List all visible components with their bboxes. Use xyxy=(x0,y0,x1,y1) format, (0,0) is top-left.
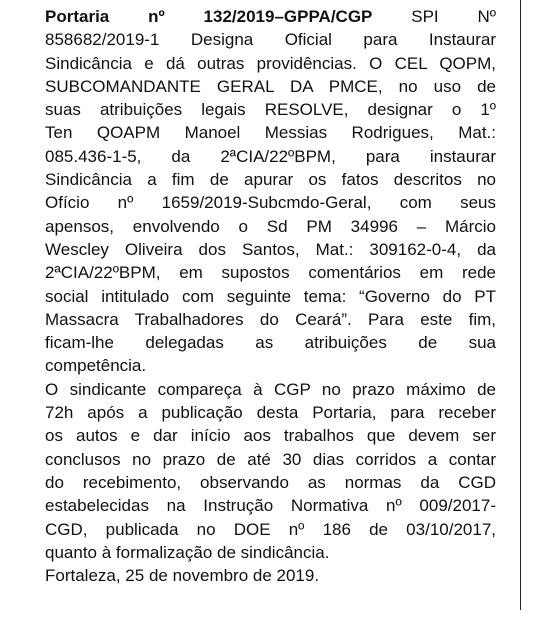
text-line: 085.436-1-5, da 2ªCIA/22ºBPM, para instaurar xyxy=(45,146,496,166)
text-line: Ten QOAPM Manoel Messias Rodrigues, Mat.: xyxy=(45,123,496,143)
text-line: Wescley Oliveira dos Santos, Mat.: 309162-0-4, da xyxy=(45,239,496,259)
text-line: do recebimento, observando as normas da CGD xyxy=(45,472,496,492)
text-line: 858682/2019-1 Designa Oficial para Instaurar xyxy=(45,30,496,50)
closing-line: Fortaleza, 25 de novembro de 2019. xyxy=(45,566,320,586)
text-line: Sindicância a fim de apurar os fatos descritos no xyxy=(45,170,496,190)
text-line: social intitulado com seguinte tema: “Governo do PT xyxy=(45,286,496,306)
text-line: os autos e dar início aos trabalhos que devem ser xyxy=(45,426,496,446)
text-line: CGD, publicada no DOE nº 186 de 03/10/2017, xyxy=(45,519,496,539)
text-line-tail: SPI Nº xyxy=(372,7,496,26)
text-line: ficam-lhe delegadas as atribuições de sua xyxy=(45,333,496,353)
portaria-paragraph-1 xyxy=(45,5,496,378)
text-line: conclusos no prazo de até 30 dias corridos a contar xyxy=(45,449,496,469)
portaria-closing xyxy=(45,564,496,587)
portaria-paragraph-2 xyxy=(45,378,496,564)
column-divider xyxy=(520,0,521,610)
text-line: apensos, envolvendo o Sd PM 34996 – Márcio xyxy=(45,216,496,236)
text-line xyxy=(45,5,496,28)
text-line: Sindicância e dá outras providências. O CEL QOPM, xyxy=(45,53,496,73)
portaria-text xyxy=(45,5,496,587)
text-line: SUBCOMANDANTE GERAL DA PMCE, no uso de xyxy=(45,76,496,96)
portaria-title: Portaria nº 132/2019–GPPA/CGP xyxy=(45,7,373,26)
text-line: 72h após a publicação desta Portaria, para receber xyxy=(45,403,496,423)
text-line: Ofício nº 1659/2019-Subcmdo-Geral, com seus xyxy=(45,193,496,213)
text-line: O sindicante compareça à CGP no prazo máximo de xyxy=(45,379,496,399)
text-line: competência. xyxy=(45,356,147,376)
text-line: quanto à formalização de sindicância. xyxy=(45,542,330,562)
text-line: 2ªCIA/22ºBPM, em supostos comentários em rede xyxy=(45,263,496,283)
text-line: suas atribuições legais RESOLVE, designar o 1º xyxy=(45,100,496,120)
text-line: estabelecidas na Instrução Normativa nº 009/2017- xyxy=(45,496,496,516)
text-line: Massacra Trabalhadores do Ceará”. Para este fim, xyxy=(45,309,496,329)
